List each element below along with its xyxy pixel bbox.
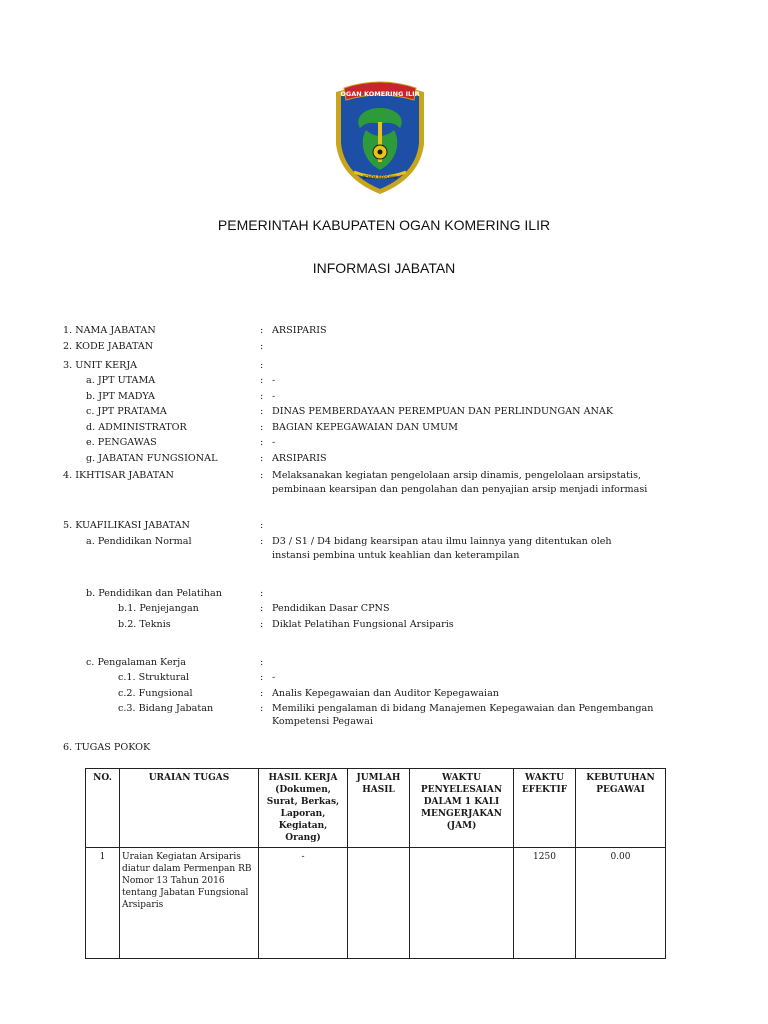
field-value-line-2: Kompetensi Pegawai bbox=[272, 716, 373, 727]
field-value: - bbox=[272, 375, 276, 386]
field-colon: : bbox=[260, 703, 264, 714]
field-label: d. ADMINISTRATOR bbox=[86, 422, 187, 433]
field-colon: : bbox=[260, 688, 264, 699]
field-colon: : bbox=[260, 375, 264, 386]
field-colon: : bbox=[260, 422, 264, 433]
field-value: Pendidikan Dasar CPNS bbox=[272, 603, 390, 614]
section-label: 6. TUGAS POKOK bbox=[63, 742, 151, 753]
table-row bbox=[86, 848, 666, 959]
field-colon: : bbox=[260, 603, 264, 614]
tugas-pokok-table bbox=[85, 768, 666, 959]
field-label: c.3. Bidang Jabatan bbox=[118, 703, 214, 714]
field-value-line-1: D3 / S1 / D4 bidang kearsipan atau ilmu lainnya yang ditentukan oleh bbox=[272, 536, 612, 547]
field-colon: : bbox=[260, 341, 264, 352]
field-colon: : bbox=[260, 520, 264, 531]
field-label: 1. NAMA JABATAN bbox=[63, 325, 156, 336]
field-colon: : bbox=[260, 406, 264, 417]
logo-banner-text: OGAN KOMERING ILIR bbox=[340, 90, 420, 98]
field-colon: : bbox=[260, 470, 264, 481]
field-colon: : bbox=[260, 360, 264, 371]
column-header-hasil-kerja: HASIL KERJA (Dokumen, Surat, Berkas, Laporan, Kegiatan, Orang) bbox=[259, 769, 348, 848]
field-value: - bbox=[272, 391, 276, 402]
cell-hasil-kerja: - bbox=[259, 848, 348, 959]
field-colon: : bbox=[260, 437, 264, 448]
field-label: b.1. Penjejangan bbox=[118, 603, 199, 614]
field-label: c.2. Fungsional bbox=[118, 688, 193, 699]
field-value: DINAS PEMBERDAYAAN PEREMPUAN DAN PERLINDUNGAN ANAK bbox=[272, 406, 613, 417]
field-value: ARSIPARIS bbox=[272, 325, 327, 336]
logo-motto-text: BENDA BERSAMA bbox=[362, 175, 398, 180]
column-header-uraian-tugas: URAIAN TUGAS bbox=[120, 769, 259, 848]
field-colon: : bbox=[260, 657, 264, 668]
field-value: Diklat Pelatihan Fungsional Arsiparis bbox=[272, 619, 454, 630]
field-label: 5. KUAFILIKASI JABATAN bbox=[63, 520, 190, 531]
field-label: c. Pengalaman Kerja bbox=[86, 657, 186, 668]
field-label: 3. UNIT KERJA bbox=[63, 360, 138, 371]
field-colon: : bbox=[260, 325, 264, 336]
cell-jumlah-hasil bbox=[348, 848, 410, 959]
document-subtitle: INFORMASI JABATAN bbox=[312, 260, 456, 276]
field-label: a. Pendidikan Normal bbox=[86, 536, 192, 547]
field-colon: : bbox=[260, 453, 264, 464]
field-value: - bbox=[272, 437, 276, 448]
field-label: b. Pendidikan dan Pelatihan bbox=[86, 588, 222, 599]
field-label: 4. IKHTISAR JABATAN bbox=[63, 470, 174, 481]
field-label: a. JPT UTAMA bbox=[86, 375, 156, 386]
cell-waktu-efektif: 1250 bbox=[514, 848, 576, 959]
field-colon: : bbox=[260, 672, 264, 683]
column-header-kebutuhan-pegawai: KEBUTUHAN PEGAWAI bbox=[576, 769, 666, 848]
table-header-row bbox=[86, 769, 666, 848]
field-label: 2. KODE JABATAN bbox=[63, 341, 154, 352]
cell-no: 1 bbox=[86, 848, 120, 959]
field-value-line-1: Memiliki pengalaman di bidang Manajemen Kepegawaian dan Pengembangan bbox=[272, 703, 654, 714]
cell-waktu-penyelesaian bbox=[410, 848, 514, 959]
field-value: ARSIPARIS bbox=[272, 453, 327, 464]
field-label: e. PENGAWAS bbox=[86, 437, 157, 448]
field-value: Analis Kepegawaian dan Auditor Kepegawaian bbox=[272, 688, 499, 699]
field-label: b. JPT MADYA bbox=[86, 391, 155, 402]
field-label: b.2. Teknis bbox=[118, 619, 171, 630]
column-header-no: NO. bbox=[86, 769, 120, 848]
column-header-waktu-penyelesaian: WAKTU PENYELESAIAN DALAM 1 KALI MENGERJAKAN (JAM) bbox=[410, 769, 514, 848]
field-label: c.1. Struktural bbox=[118, 672, 190, 683]
field-label: g. JABATAN FUNGSIONAL bbox=[86, 453, 218, 464]
field-label: c. JPT PRATAMA bbox=[86, 406, 167, 417]
column-header-waktu-efektif: WAKTU EFEKTIF bbox=[514, 769, 576, 848]
cell-uraian-tugas: Uraian Kegiatan Arsiparis diatur dalam Permenpan RB Nomor 13 Tahun 2016 tentang Jabatan Fungsional Arsiparis bbox=[120, 848, 259, 959]
field-value-line-1: Melaksanakan kegiatan pengelolaan arsip dinamis, pengelolaan arsipstatis, bbox=[272, 470, 642, 481]
document-title: PEMERINTAH KABUPATEN OGAN KOMERING ILIR bbox=[217, 217, 551, 233]
field-value: - bbox=[272, 672, 276, 683]
field-value-line-2: pembinaan kearsipan dan pengolahan dan penyajian arsip menjadi informasi bbox=[272, 484, 648, 495]
field-value: BAGIAN KEPEGAWAIAN DAN UMUM bbox=[272, 422, 458, 433]
column-header-jumlah-hasil: JUMLAH HASIL bbox=[348, 769, 410, 848]
field-value-line-2: instansi pembina untuk keahlian dan keterampilan bbox=[272, 550, 520, 561]
field-colon: : bbox=[260, 619, 264, 630]
field-colon: : bbox=[260, 588, 264, 599]
field-colon: : bbox=[260, 391, 264, 402]
ogan-komering-ilir-emblem bbox=[330, 78, 430, 196]
cell-kebutuhan-pegawai: 0.00 bbox=[576, 848, 666, 959]
field-colon: : bbox=[260, 536, 264, 547]
